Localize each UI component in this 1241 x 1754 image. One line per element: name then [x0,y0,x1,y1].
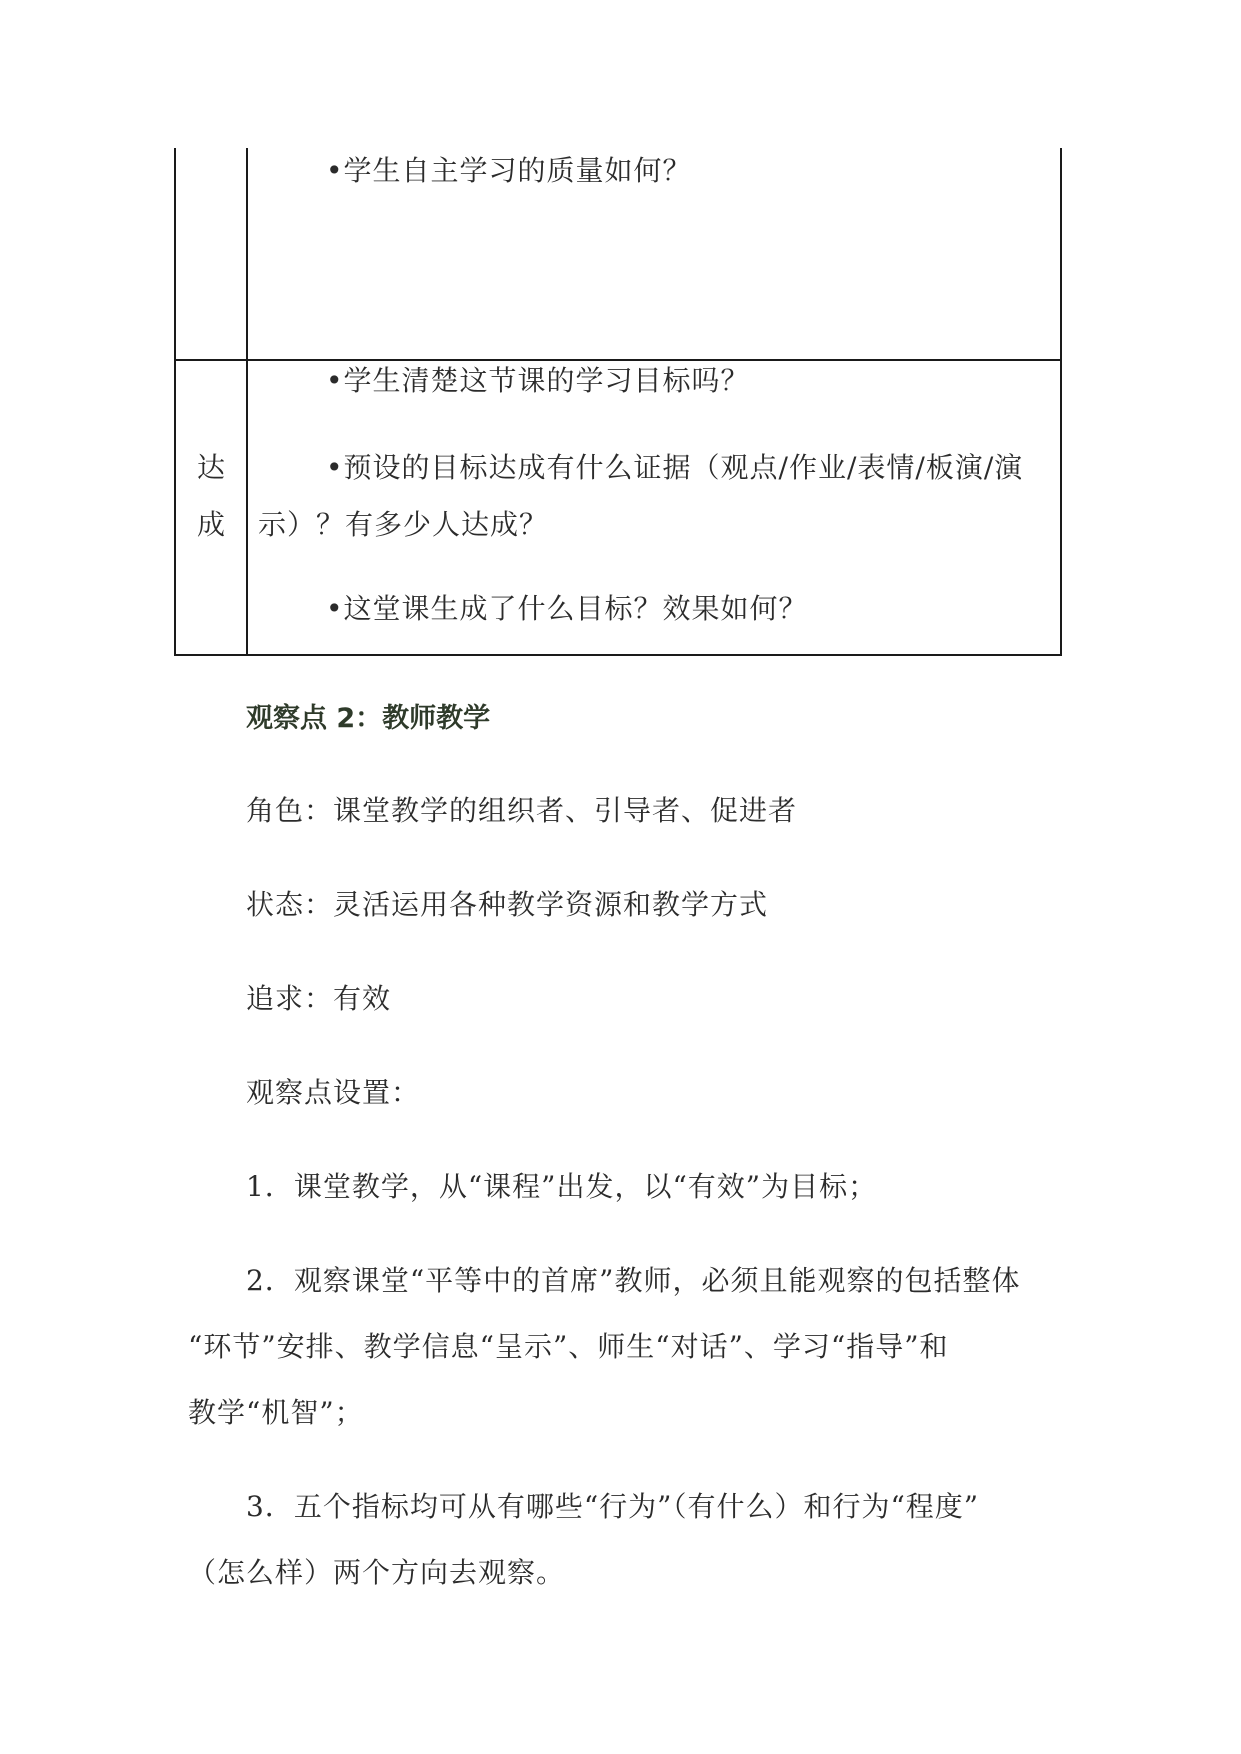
section-role: 角色：课堂教学的组织者、引导者、促进者 [246,794,798,827]
setup-item-3-line-2: （怎么样）两个方向去观察。 [188,1556,566,1589]
section-heading: 观察点 2：教师教学 [246,703,491,734]
section-state: 状态：灵活运用各种教学资源和教学方式 [246,888,769,921]
table-row2-bullet-1: •学生清楚这节课的学习目标吗？ [326,364,750,397]
section-setup-label: 观察点设置： [246,1076,421,1109]
table-row2-bullet-2: •预设的目标达成有什么证据（观点/作业/表情/板演/演 [326,451,1024,484]
table-left-border [174,148,176,656]
setup-item-2-line-2: “环节”安排、教学信息“呈示”、师生“对话”、学习“指导”和 [188,1330,949,1363]
section-pursuit: 追求：有效 [246,982,392,1015]
table-row-divider [174,359,1062,361]
setup-item-2-line-3: 教学“机智”； [188,1396,364,1429]
table-row2-category-char-2: 成 [197,508,226,541]
table-right-border [1060,148,1062,656]
table-row2-bullet-3: •这堂课生成了什么目标？效果如何？ [326,592,808,625]
setup-item-3-line-1: 3．五个指标均可从有哪些“行为”（有什么）和行为“程度” [246,1490,980,1523]
setup-item-1-line-1: 1．课堂教学，从“课程”出发，以“有效”为目标； [246,1170,878,1203]
table-bottom-border [174,654,1062,656]
table-column-divider [246,148,248,656]
table-row2-bullet-2-cont: 示）？有多少人达成？ [258,508,549,541]
table-row2-category-char-1: 达 [197,451,226,484]
table-row1-bullet: •学生自主学习的质量如何？ [326,154,692,187]
setup-item-2-line-1: 2．观察课堂“平等中的首席”教师，必须且能观察的包括整体 [246,1264,1021,1297]
